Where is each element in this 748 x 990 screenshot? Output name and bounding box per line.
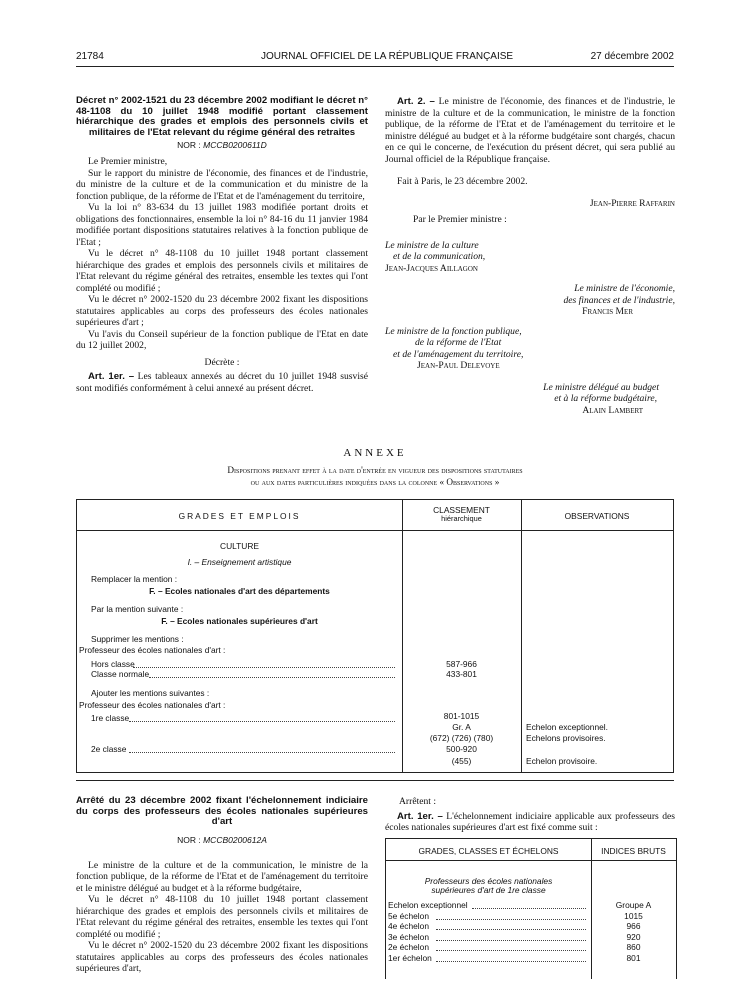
nor-label: NOR : (177, 140, 201, 151)
decrete: Décrète : (204, 356, 240, 368)
signature-name: Alain Lambert (582, 404, 643, 416)
arrete-article-1 (385, 811, 675, 834)
premiere-classe-label: 1re classe (91, 713, 130, 723)
decree-title: Décret n° 2002-1521 du 23 décembre 2002 modifiant le décret n° 48-1108 du 10 juillet 1948 modifié portant classement hiérarchique des grades et emplois des personnels civils et militaires de l'Etat relevant du régime général des retraites (76, 95, 368, 138)
arrete-left-column (76, 796, 368, 975)
instruction-supprimer: Supprimer les mentions : (91, 634, 184, 644)
signature-fonction-publique (385, 326, 675, 372)
decree-left-column (76, 96, 368, 394)
echelons-table (385, 838, 677, 979)
annexe-title: ANNEXE (343, 447, 407, 459)
leader-dots (436, 929, 586, 930)
groupe-a-value: Gr. A (452, 722, 471, 732)
leader-dots (436, 940, 586, 941)
premiere-classe-value: 801-1015 (443, 711, 480, 721)
signature-economie (385, 283, 675, 318)
leader-dots (129, 752, 395, 753)
echelon-value: 860 (626, 942, 641, 952)
nor-code: MCCB0200611D (203, 140, 267, 151)
leader-dots (436, 919, 586, 920)
col-header-indices: INDICES BRUTS (601, 846, 666, 856)
signature-role: des finances et de l'industrie, (563, 294, 675, 306)
article-label: Art. 2. – (397, 96, 435, 107)
classe-normale-value: 433-801 (446, 669, 477, 679)
decree-article-2 (385, 96, 675, 165)
col-header-grades: GRADES ET EMPLOIS (178, 511, 301, 521)
section-enseignement: I. – Enseignement artistique (187, 557, 292, 567)
article-label: Art. 1er. – (88, 371, 135, 383)
col-divider (521, 500, 522, 772)
leader-dots (436, 961, 586, 962)
echelon-label: 2e échelon (388, 942, 429, 952)
signature-culture (385, 240, 675, 275)
table-subheading-1: Professeurs des écoles nationales (424, 876, 553, 886)
prof-ecoles-label: Professeur des écoles nationales d'art : (79, 645, 226, 655)
arrete-para: Vu le décret n° 2002-1520 du 23 décembre 2002 fixant les dispositions statutaires applicables au corps des professeurs des écoles nationales supérieures d'art, (76, 940, 368, 975)
signature-name: Jean-Jacques Aillagon (385, 262, 478, 274)
signature-role: Le ministre de la fonction publique, (385, 325, 522, 337)
signature-role: de la réforme de l'Etat (415, 337, 502, 348)
signature-role: et à la réforme budgétaire, (554, 393, 657, 404)
article-label: Art. 1er. – (397, 810, 443, 822)
signature-role: et de la communication, (393, 251, 486, 262)
instruction-remplacer: Remplacer la mention : (91, 574, 178, 584)
mention-departements: F. – Ecoles nationales d'art des départements (149, 586, 330, 596)
header-divider (77, 530, 673, 531)
echelon-value: 1015 (624, 910, 643, 921)
leader-dots (129, 721, 395, 722)
section-rule (76, 780, 674, 781)
header-divider (386, 860, 676, 861)
article-text: Le ministre de l'économie, des finances et de l'industrie, le ministre de la culture et de la communication, le ministre de la fonction publique, de la réforme de l'Etat et de l'aménagement du territoire et le ministre délégué au budget et à la réforme budgétaire sont chargés, chacun en ce qui le concerne, de l'exécution du présent décret, qui sera publié au Journal officiel de la République française. (385, 96, 675, 165)
deuxieme-classe-label: 2e classe (91, 744, 127, 754)
decree-right-column (385, 96, 675, 416)
section-culture: CULTURE (220, 541, 259, 551)
instruction-par-mention: Par la mention suivante : (91, 604, 184, 614)
decree-para: Vu le décret n° 48-1108 du 10 juillet 1948 portant classement hiérarchique des grades et emplois des personnels civils et militaires de l'Etat relevant du régime général des retraites, ensemble les textes qui l'ont complété ou modifié ; (76, 248, 368, 294)
issue-date: 27 décembre 2002 (590, 51, 674, 62)
signature-name: Francis Mer (582, 306, 633, 317)
deuxieme-classe-value: 500-920 (446, 744, 477, 754)
signer-name: Jean-Pierre Raffarin (589, 197, 675, 209)
instruction-ajouter: Ajouter les mentions suivantes : (91, 688, 210, 698)
col-header-observations: OBSERVATIONS (564, 511, 630, 521)
col-header-hierarchique: hiérarchique (441, 514, 482, 523)
col-header-grades: GRADES, CLASSES ET ÉCHELONS (418, 846, 559, 856)
signature-name: Jean-Paul Delevoye (417, 360, 500, 371)
signature-budget (385, 382, 675, 417)
decree-para: Vu la loi n° 83-634 du 13 juillet 1983 modifiée portant droits et obligations des fonctionnaires, ensemble la loi n° 84-16 du 11 janvier 1984 modifiée portant dispositions statutaires relatives à la fonction publique de l'Etat ; (76, 202, 368, 248)
leader-dots (149, 677, 395, 678)
page-header (76, 51, 674, 65)
leader-dots (436, 950, 586, 951)
obs-provisoire: Echelon provisoire. (526, 756, 598, 766)
page-number: 21784 (76, 51, 104, 62)
annexe-subtitle-2: ou aux dates particulières indiquées dans la colonne « Observations » (250, 477, 500, 487)
decree-nor (76, 140, 368, 150)
hors-classe-label: Hors classe (91, 659, 135, 669)
echelon-value: 801 (626, 952, 641, 963)
mention-superieures: F. – Ecoles nationales supérieures d'art (161, 616, 318, 626)
decree-opening: Le Premier ministre, (88, 156, 168, 168)
nor-code: MCCB0200612A (203, 834, 267, 845)
echelon-label: Echelon exceptionnel (388, 900, 468, 910)
journal-title: JOURNAL OFFICIEL DE LA RÉPUBLIQUE FRANÇAISE (261, 51, 514, 62)
decree-article-1 (76, 371, 368, 394)
table-subheading-2: supérieures d'art de 1re classe (431, 885, 546, 895)
provisoire-value: (455) (451, 756, 472, 766)
leader-dots (133, 667, 395, 668)
echelon-value: 920 (626, 931, 641, 942)
nor-label: NOR : (177, 834, 201, 845)
annexe-subtitle-1: Dispositions prenant effet à la date d'entrée en vigueur des dispositions statutaires (227, 465, 523, 475)
decree-para: Vu l'avis du Conseil supérieur de la fonction publique de l'Etat en date du 12 juillet 2002, (76, 328, 368, 352)
by-prime-minister: Par le Premier ministre : (413, 214, 507, 225)
leader-dots (472, 908, 586, 909)
decree-para: Vu le décret n° 2002-1520 du 23 décembre 2002 fixant les dispositions statutaires applicables au corps des professeurs des écoles nationales supérieures d'art ; (76, 294, 368, 329)
article-text: L'échelonnement indiciaire applicable aux professeurs des écoles nationales supérieures d'art est fixé comme suit : (385, 810, 675, 833)
arrete-para: Le ministre de la culture et de la communication, le ministre de la fonction publique, de la réforme de l'Etat et de l'aménagement du territoire et le ministre délégué au budget et à la réforme budgétaire, (76, 859, 368, 894)
annexe-table (76, 499, 674, 773)
signature-role: et de l'aménagement du territoire, (393, 348, 524, 360)
echelon-value: Groupe A (615, 900, 652, 910)
echelon-label: 5e échelon (388, 910, 429, 921)
signature-role: Le ministre de l'économie, (574, 283, 675, 294)
prof-ecoles-label-2: Professeur des écoles nationales d'art : (79, 700, 226, 710)
echelon-label: 3e échelon (388, 931, 429, 942)
arretent: Arrêtent : (399, 796, 437, 807)
hors-classe-value: 587-966 (446, 659, 477, 669)
echelon-label: 4e échelon (388, 921, 429, 931)
obs-provisoires: Echelons provisoires. (526, 733, 606, 743)
obs-exceptionnel: Echelon exceptionnel. (526, 722, 608, 732)
col-header-classement: CLASSEMENT (433, 505, 490, 515)
arrete-right-column (385, 796, 675, 834)
arrete-nor (76, 835, 368, 845)
signature-role: Le ministre délégué au budget (543, 381, 659, 393)
signature-role: Le ministre de la culture (385, 239, 479, 251)
decree-para: Sur le rapport du ministre de l'économie, des finances et de l'industrie, du ministre de la culture et de la communication et du ministre de la fonction publique, de la réforme de l'Etat et de l'aménagement du territoire, (76, 167, 368, 202)
provisoires-value: (672) (726) (780) (429, 733, 494, 743)
header-rule (76, 66, 674, 67)
arrete-para: Vu le décret n° 48-1108 du 10 juillet 1948 portant classement hiérarchique des grades et emplois des personnels civils et militaires de l'Etat relevant du régime général des retraites, ensemble les textes qui l'ont complété ou modifié ; (76, 894, 368, 940)
arrete-title: Arrêté du 23 décembre 2002 fixant l'échelonnement indiciaire du corps des professeurs des écoles nationales supérieures d'art (76, 795, 368, 828)
signature-place-date: Fait à Paris, le 23 décembre 2002. (397, 176, 528, 187)
echelon-value: 966 (626, 921, 641, 931)
article-text: Les tableaux annexés au décret du 10 juillet 1948 susvisé sont modifiés conformément à celui annexé au présent décret. (76, 371, 368, 394)
classe-normale-label: Classe normale (91, 669, 150, 679)
echelon-label: 1er échelon (388, 952, 432, 963)
